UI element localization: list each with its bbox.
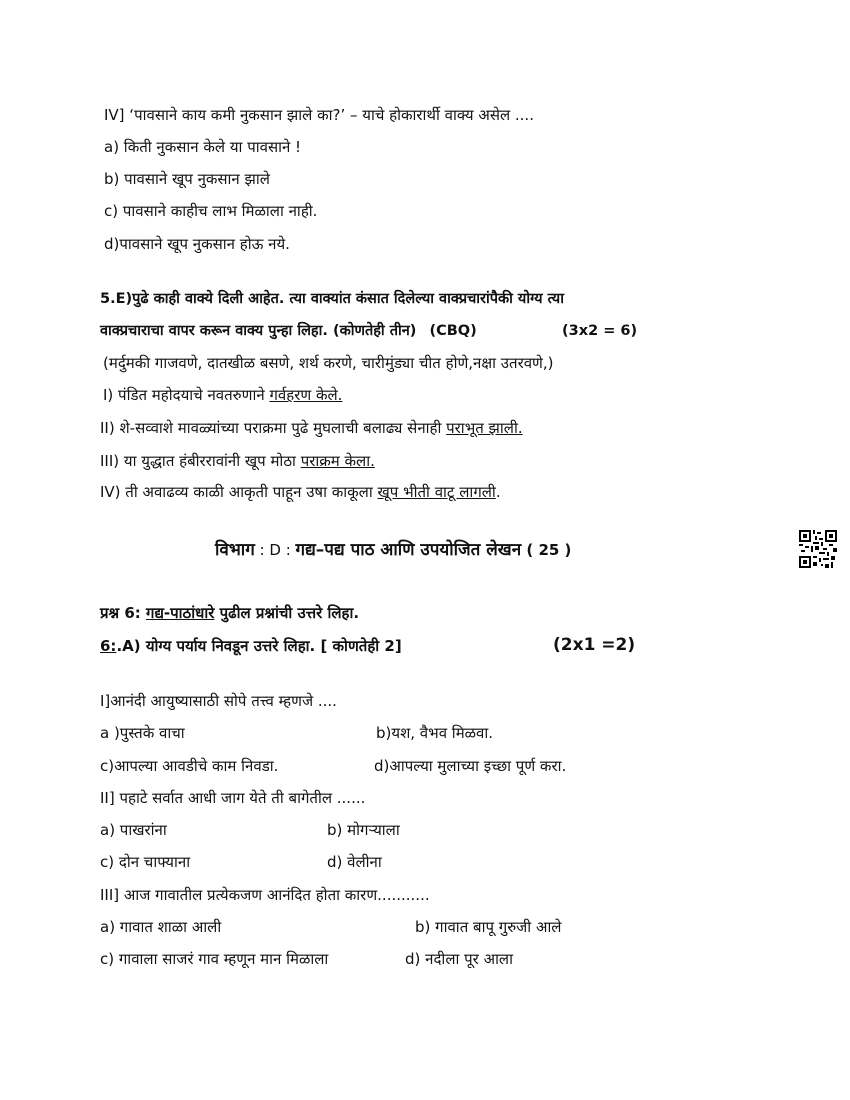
q5e-heading-line1: 5.E)पुढे काही वाक्ये दिली आहेत. त्या वाक्यांत कंसात दिलेल्या वाक्प्रचारांपैकी योग्य त्या [100,291,564,307]
q5e-cbq-tag: (CBQ) [429,323,477,339]
q5d-iv-option-b: b) पावसाने खूप नुकसान झाले [104,170,270,188]
q5e-item-2 [100,417,523,439]
q5e-item-2-phrase: पराभूत झाली. [446,419,523,437]
q5e-item-4-phrase: खूप भीती वाटू लागली [377,483,496,501]
q5e-marks: (3x2 = 6) [562,323,638,339]
q6-ii-question: II] पहाटे सर्वात आधी जाग येते ती बागेतील ...... [100,789,366,807]
q6-iii-option-d: d) नदीला पूर आला [405,950,513,968]
q6-ii-option-a: a) पाखरांना [100,821,167,839]
q5d-iv-option-c: c) पावसाने काहीच लाभ मिळाला नाही. [104,202,318,220]
q6-i-option-b: b)यश, वैभव मिळवा. [376,724,494,742]
section-d-separator: : D : [254,541,296,559]
q6a-instruction: .A) योग्य पर्याय निवडून उत्तरे लिहा. [ कोणतेही 2] [116,637,402,655]
q5e-item-1 [103,384,342,406]
q5e-item-4-text: IV) ती अवाढव्य काळी आकृती पाहून उषा काकूला [100,483,378,501]
q5e-phrase-list: (मर्दुमकी गाजवणे, दातखीळ बसणे, शर्थ करणे, चारीमुंड्या चीत होणे,नक्षा उतरवणे,) [103,354,554,372]
q5e-item-3 [100,450,375,472]
q5e-item-3-text: III) या युद्धात हंबीररावांनी खूप मोठा [100,452,301,470]
q5e-item-3-phrase: पराक्रम केला. [300,452,375,470]
q6-ii-option-d: d) वेलीना [327,853,382,871]
q5d-iv-question: IV] ‘पावसाने काय कमी नुकसान झाले का?’ – याचे होकारार्थी वाक्य असेल .... [104,106,534,124]
q6-iii-option-c: c) गावाला साजरं गाव म्हणून मान मिळाला [100,950,329,968]
q6-heading [100,602,359,624]
q5d-iv-option-d: d)पावसाने खूप नुकसान होऊ नये. [104,235,290,253]
q6-iii-option-b: b) गावात बापू गुरुजी आले [415,918,562,936]
section-d-marks: ( 25 ) [521,541,572,559]
section-d-heading [215,539,571,561]
q5e-item-1-phrase: गर्वहरण केले. [269,386,343,404]
q6a-marks: (2x1 =2) [553,635,636,655]
q6a-number: 6: [100,637,117,655]
q6-iii-question: III] आज गावातील प्रत्येकजण आनंदित होता कारण........... [100,886,430,904]
q5e-heading-text: वाक्प्रचाराचा वापर करून वाक्य पुन्हा लिहा. (कोणतेही तीन) [100,323,417,339]
q6-ii-option-b: b) मोगऱ्याला [327,821,400,839]
q5e-item-2-text: II) शे-सव्वाशे मावळ्यांच्या पराक्रमा पुढे मुघलाची बलाढ्य सेनाही [100,419,447,437]
q5e-item-1-text: I) पंडित महोदयाचे नवतरुणाने [103,386,270,404]
q6-ii-option-c: c) दोन चाफ्याना [100,853,191,871]
q6-i-option-a: a )पुस्तके वाचा [100,724,185,742]
q5d-iv-option-a: a) किती नुकसान केले या पावसाने ! [104,138,302,156]
section-d-label: विभाग [215,540,255,560]
q6a-heading [100,635,402,657]
section-d-title: गद्य–पद्य पाठ आणि उपयोजित लेखन [295,540,522,560]
q6-heading-suffix: पुढील प्रश्नांची उत्तरे लिहा. [214,604,360,622]
q5e-heading-line2 [100,320,477,342]
q6-heading-underlined: गद्य-पाठांधारे [146,604,215,622]
q6-iii-option-a: a) गावात शाळा आली [100,918,222,936]
q6-heading-prefix: प्रश्न 6: [100,604,147,622]
qr-code-icon [799,530,837,568]
q6-i-option-d: d)आपल्या मुलाच्या इच्छा पूर्ण करा. [374,757,567,775]
q6-i-option-c: c)आपल्या आवडीचे काम निवडा. [100,757,279,775]
q5e-item-4 [100,481,501,503]
q5e-item-4-suffix: . [495,483,501,501]
q6-i-question: I]आनंदी आयुष्यासाठी सोपे तत्त्व म्हणजे .... [100,692,337,710]
